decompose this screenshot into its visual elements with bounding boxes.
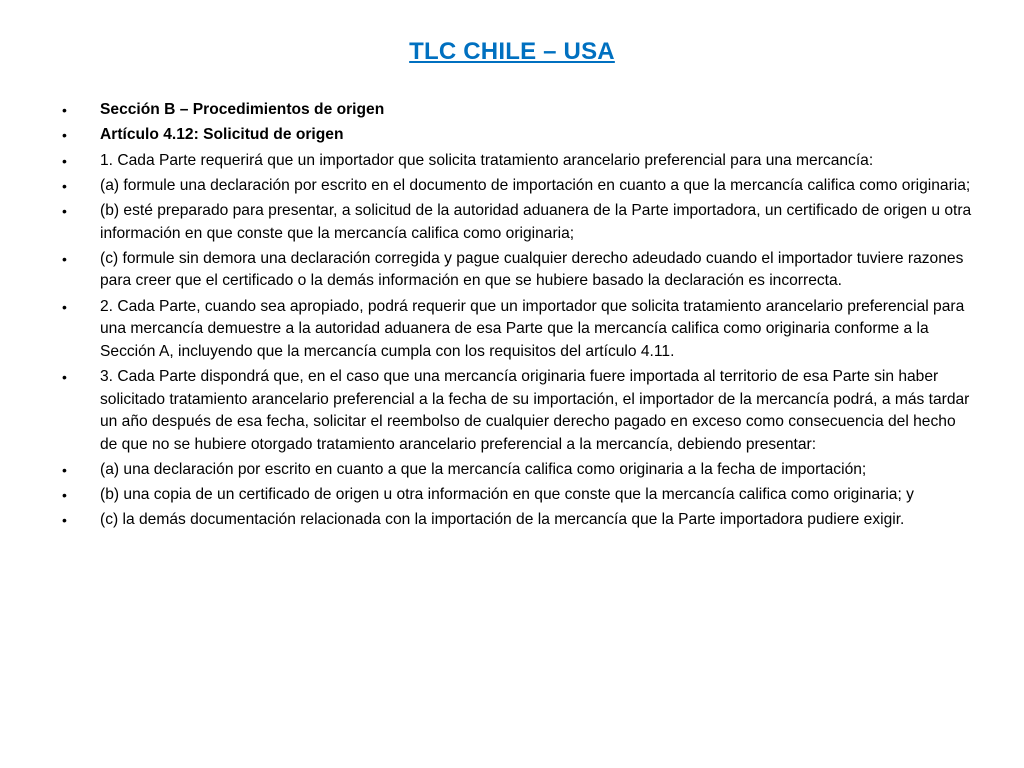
list-item: [62, 99, 972, 122]
list-item-text: Artículo 4.12: Solicitud de origen: [100, 126, 344, 144]
list-item: [62, 124, 972, 147]
bullet-icon: •: [62, 487, 67, 504]
list-item-text: Sección B – Procedimientos de origen: [100, 101, 385, 118]
list-item: [62, 296, 972, 364]
list-item: [62, 484, 972, 507]
list-item-text: (c) la demás documentación relacionada con la importación de la mercancía que la Parte importadora pudiere exigir.: [100, 511, 905, 529]
list-item-text: (b) esté preparado para presentar, a solicitud de la autoridad aduanera de la Parte importadora, un certificado de origen u otra información en que conste que la mercancía califica como originaria;: [100, 202, 972, 242]
bullet-icon: •: [62, 461, 67, 478]
bullet-icon: •: [62, 127, 67, 144]
bullet-icon: •: [62, 250, 67, 267]
list-item: [62, 175, 972, 198]
slide-title: TLC CHILE – USA: [409, 38, 615, 65]
list-item-text: (a) formule una declaración por escrito en el documento de importación en cuanto a que la mercancía califica como originaria;: [100, 176, 971, 194]
list-item: [62, 366, 972, 456]
bullet-list: [62, 99, 972, 535]
list-item-text: 3. Cada Parte dispondrá que, en el caso que una mercancía originaria fuere importada al territorio de esa Parte sin haber solicitado tratamiento arancelario preferencial a la fecha de su importación, el importador de la mercancía podrá, a más tardar un año después de esa fecha, solicitar el reembolso de cualquier derecho pagado en exceso como consecuencia del hecho de que no se hubiere otorgado tratamiento arancelario preferencial a la mercancía, debiendo presentar:: [100, 368, 970, 453]
bullet-icon: •: [62, 512, 67, 529]
list-item: [62, 150, 972, 173]
list-item-text: (b) una copia de un certificado de origen u otra información en que conste que la mercancía califica como originaria; y: [100, 486, 914, 504]
bullet-icon: •: [62, 298, 67, 315]
bullet-icon: •: [62, 152, 67, 169]
list-item-text: 2. Cada Parte, cuando sea apropiado, podrá requerir que un importador que solicita tratamiento arancelario preferencial para una mercancía demuestre a la autoridad aduanera de esa Parte que la mercancía califica como originaria conforme a la Sección A, incluyendo que la mercancía cumpla con los requisitos del artículo 4.11.: [100, 297, 965, 360]
list-item: [62, 459, 972, 482]
bullet-icon: •: [62, 203, 67, 220]
bullet-icon: •: [62, 177, 67, 194]
list-item-text: (c) formule sin demora una declaración corregida y pague cualquier derecho adeudado cuando el importador tuviere razones para creer que el certificado o la demás información en que se hubiere basado la declaración es incorrecta.: [100, 249, 964, 290]
list-item: [62, 509, 972, 532]
list-item: [62, 200, 972, 245]
list-item-text: (a) una declaración por escrito en cuanto a que la mercancía califica como originaria a la fecha de importación;: [100, 460, 867, 478]
list-item: [62, 248, 972, 293]
bullet-icon: •: [62, 102, 67, 118]
bullet-icon: •: [62, 369, 67, 386]
list-item-text: 1. Cada Parte requerirá que un importador que solicita tratamiento arancelario preferencial para una mercancía:: [100, 151, 874, 169]
